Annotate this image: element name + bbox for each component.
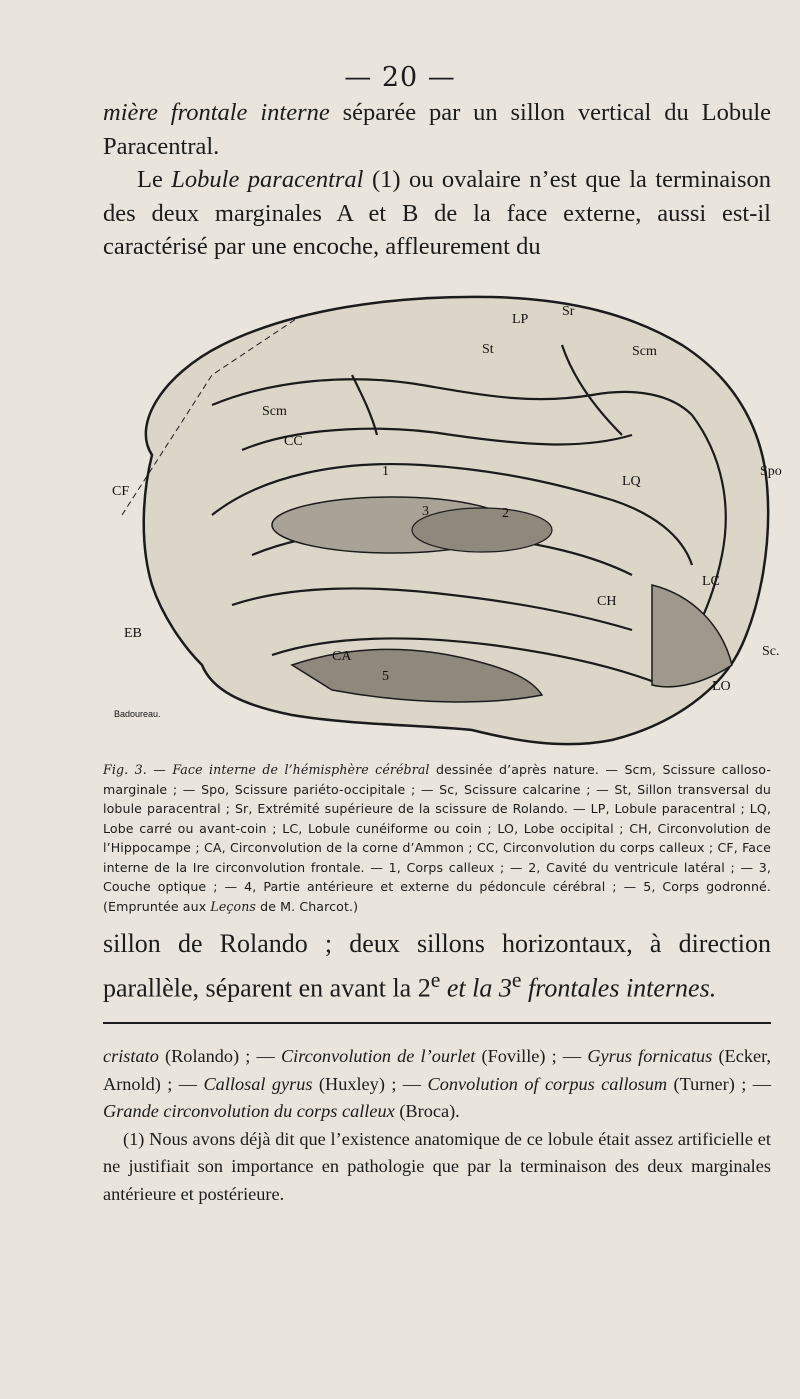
text-run: (Rolando) ; — xyxy=(158,1046,281,1066)
footnote-1: (1) Nous avons déjà dit que l’existence anatomique de ce lobule était assez artificielle et ne justifiait son importance en pathologie que par la terminaison des deux marginales antérieure et postérieure. xyxy=(103,1128,771,1204)
footnotes xyxy=(103,1043,771,1208)
mid-paragraph xyxy=(103,926,771,1007)
caption-lecons: Leçons xyxy=(210,898,257,914)
label-three: 3 xyxy=(422,504,429,519)
label-cf: CF xyxy=(112,484,130,499)
brain-hemisphere-illustration xyxy=(92,285,792,755)
text-run: (Ecker, Arnold) ; — xyxy=(103,1046,771,1094)
footnote-continuation xyxy=(103,1043,771,1126)
label-scm-left: Scm xyxy=(262,404,287,419)
label-one: 1 xyxy=(382,464,389,479)
label-st: St xyxy=(482,342,494,357)
caption-end: de M. Charcot.) xyxy=(256,898,359,914)
superscript: e xyxy=(430,968,441,992)
text-run: sillon de Rolando ; deux sillons horizontaux, à direction parallèle, séparent en avant la 2 xyxy=(103,929,771,1003)
italic-phrase: et la 3 xyxy=(440,973,512,1003)
label-sc: Sc. xyxy=(762,644,780,659)
figure-caption: Fig. 3. — Face interne de l’hémisphère cérébral dessinée d’après nature. — Scm, Scissure calloso-marginale ; — Spo, Scissure pariéto-occipitale ; — Sc, Scissure calcarine ; — St, Sillon transversal du lobule paracentral ; Sr, Extrémité supérieure de la scissure de Rolando. — LP, Lobule paracentral ; LQ, Lobe carré ou avant-coin ; LC, Lobule cunéiforme ou coin ; LO, Lobe occipital ; CH, Circonvolution de l’Hippocampe ; CA, Circonvolution de la corne d’Ammon ; CC, Circonvolution du corps calleux ; CF, Face interne de la Ire circonvolution frontale. — 1, Corps calleux ; — 2, Cavité du ventricule latéral ; — 3, Couche optique ; — 4, Partie antérieure et externe du pédoncule cérébral ; — 5, Corps godronné. (Empruntée aux Leçons de M. Charcot.) xyxy=(103,762,771,914)
footnote-rule xyxy=(103,1022,771,1024)
label-ca: CA xyxy=(332,649,352,664)
caption-fig-label: Fig. 3. xyxy=(103,762,147,777)
label-cc: CC xyxy=(284,434,303,449)
label-lq: LQ xyxy=(622,474,641,489)
text-run: (1) ou ovalaire n’est que la terminaison des deux marginales A et B de la face externe, aussi est-il caractérisé par une encoche, affleurement du xyxy=(103,166,771,260)
top-paragraph xyxy=(103,96,771,264)
brain-figure xyxy=(92,285,792,755)
italic-phrase: cristato xyxy=(103,1046,159,1066)
ventricle-shading xyxy=(412,508,552,552)
label-two: 2 xyxy=(502,506,509,521)
label-ch: CH xyxy=(597,594,617,609)
top-paragraph-1 xyxy=(103,96,771,163)
engraver-signature: Badoureau. xyxy=(114,709,161,719)
top-paragraph-2 xyxy=(103,163,771,264)
label-lp: LP xyxy=(512,312,529,327)
label-sr: Sr xyxy=(562,304,575,319)
italic-phrase: Circonvolution de l’ourlet xyxy=(280,1046,476,1066)
italic-phrase: frontales internes. xyxy=(521,973,717,1003)
italic-phrase: mière frontale interne xyxy=(103,99,330,126)
text-run: Le xyxy=(137,166,172,193)
label-lo: LO xyxy=(712,679,731,694)
label-eb: EB xyxy=(124,626,142,641)
superscript: e xyxy=(511,968,522,992)
label-scm-right: Scm xyxy=(632,344,657,359)
italic-phrase: Callosal gyrus xyxy=(203,1073,313,1094)
italic-phrase: Convolution of corpus callosum xyxy=(427,1073,668,1094)
text-run: séparée par un sillon vertical du Lobule Paracentral. xyxy=(103,99,771,160)
label-spo: Spo xyxy=(760,464,782,479)
text-run: (Foville) ; — xyxy=(475,1046,588,1066)
label-five: 5 xyxy=(382,669,389,684)
text-run: (Huxley) ; — xyxy=(312,1073,428,1094)
italic-phrase: Grande circonvolution du corps calleux xyxy=(103,1101,395,1121)
caption-title: Face interne de l’hémisphère cérébral xyxy=(172,762,430,777)
italic-phrase: Lobule paracentral xyxy=(171,166,364,193)
text-run: (Turner) ; — xyxy=(667,1073,772,1094)
label-lc: LC xyxy=(702,574,720,589)
caption-text: dessinée d’après nature. — Scm, Scissure calloso-marginale ; — Spo, Scissure pariéto-occipitale ; — Sc, Scissure calcarine ; — St, Sillon transversal du lobule paracentral ; Sr, Extrémité supérieure de la scissure de Rolando. — LP, Lobule paracentral ; LQ, Lobe carré ou avant-coin ; LC, Lobule cunéiforme ou coin ; LO, Lobe occipital ; CH, Circonvolution de l’Hippocampe ; CA, Circonvolution de la corne d’Ammon ; CC, Circonvolution du corps calleux ; CF, Face interne de la Ire circonvolution frontale. — 1, Corps calleux ; — 2, Cavité du ventricule latéral ; — 3, Couche optique ; — 4, Partie antérieure et externe du pédoncule cérébral ; — 5, Corps godronné. (Empruntée aux xyxy=(103,762,771,914)
text-run: (Broca). xyxy=(394,1101,460,1121)
italic-phrase: Gyrus fornicatus xyxy=(587,1046,713,1066)
page-number: — 20 — xyxy=(344,62,456,93)
